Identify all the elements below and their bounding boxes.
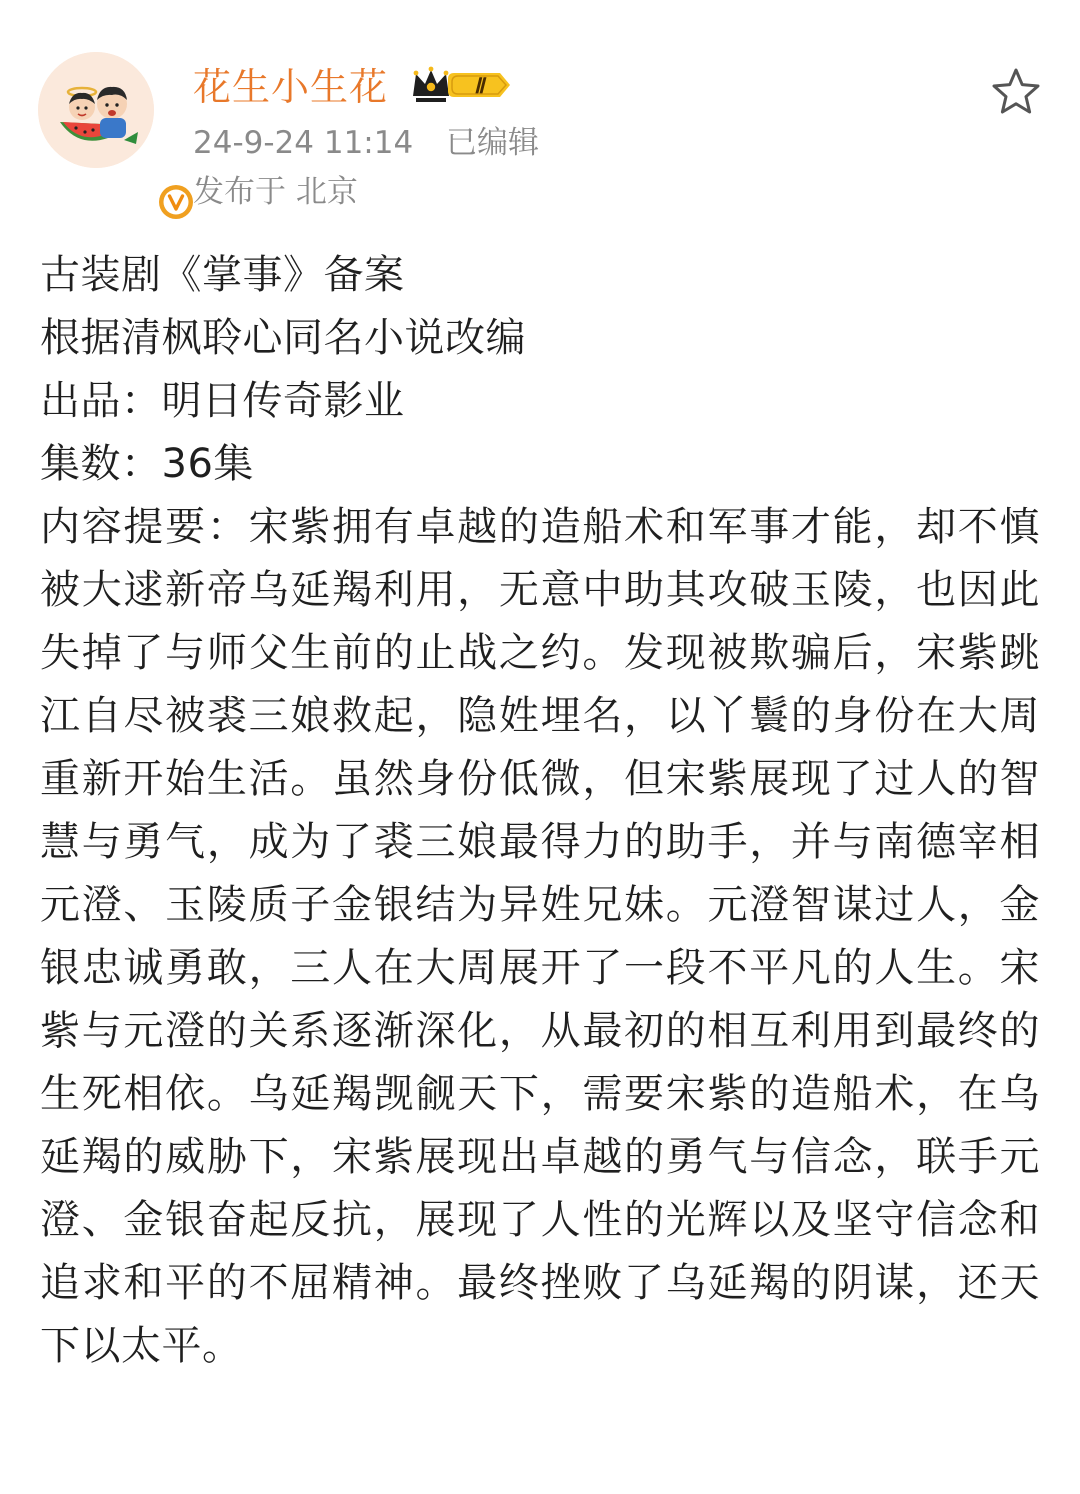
- post-summary: 内容提要：宋紫拥有卓越的造船术和军事才能，却不慎被大逑新帝乌延羯利用，无意中助其攻破玉陵，也因此失掉了与师父生前的止战之约。发现被欺骗后，宋紫跳江自尽被裘三娘救起，隐姓埋名，以丫鬟的身份在大周重新开始生活。虽然身份低微，但宋紫展现了过人的智慧与勇气，成为了裘三娘最得力的助手，并与南德宰相元澄、玉陵质子金银结为异姓兄妹。元澄智谋过人，金银忠诚勇敢，三人在大周展开了一段不平凡的人生。宋紫与元澄的关系逐渐深化，从最初的相互利用到最终的生死相依。乌延羯觊觎天下，需要宋紫的造船术，在乌延羯的威胁下，宋紫展现出卓越的勇气与信念，联手元澄、金银奋起反抗，展现了人性的光辉以及坚守信念和追求和平的不屈精神。最终挫败了乌延羯的阴谋，还天下以太平。: [40, 504, 1040, 1369]
- post-producer-line: 出品：明日传奇影业: [40, 378, 405, 424]
- level-badge-text: Ⅱ: [473, 74, 485, 98]
- star-icon[interactable]: [990, 66, 1042, 118]
- author-name[interactable]: 花生小生花: [193, 65, 389, 109]
- cartoon-avatar-icon: [38, 52, 154, 168]
- post-timestamp: 24-9-24 11:14: [193, 125, 414, 161]
- post-source-line: 根据清枫聆心同名小说改编: [40, 315, 526, 361]
- post-title-line: 古装剧《掌事》备案: [40, 252, 405, 298]
- author-avatar[interactable]: [38, 52, 154, 168]
- crown-level-icon[interactable]: [410, 64, 514, 106]
- post-body: [40, 244, 1040, 1378]
- post-episodes-line: 集数：36集: [40, 441, 254, 487]
- post-header: [0, 0, 1080, 230]
- verified-badge: [156, 182, 196, 222]
- edited-label[interactable]: 已编辑: [446, 125, 539, 161]
- verified-badge-icon: [158, 184, 194, 220]
- post-location: 发布于 北京: [193, 174, 358, 210]
